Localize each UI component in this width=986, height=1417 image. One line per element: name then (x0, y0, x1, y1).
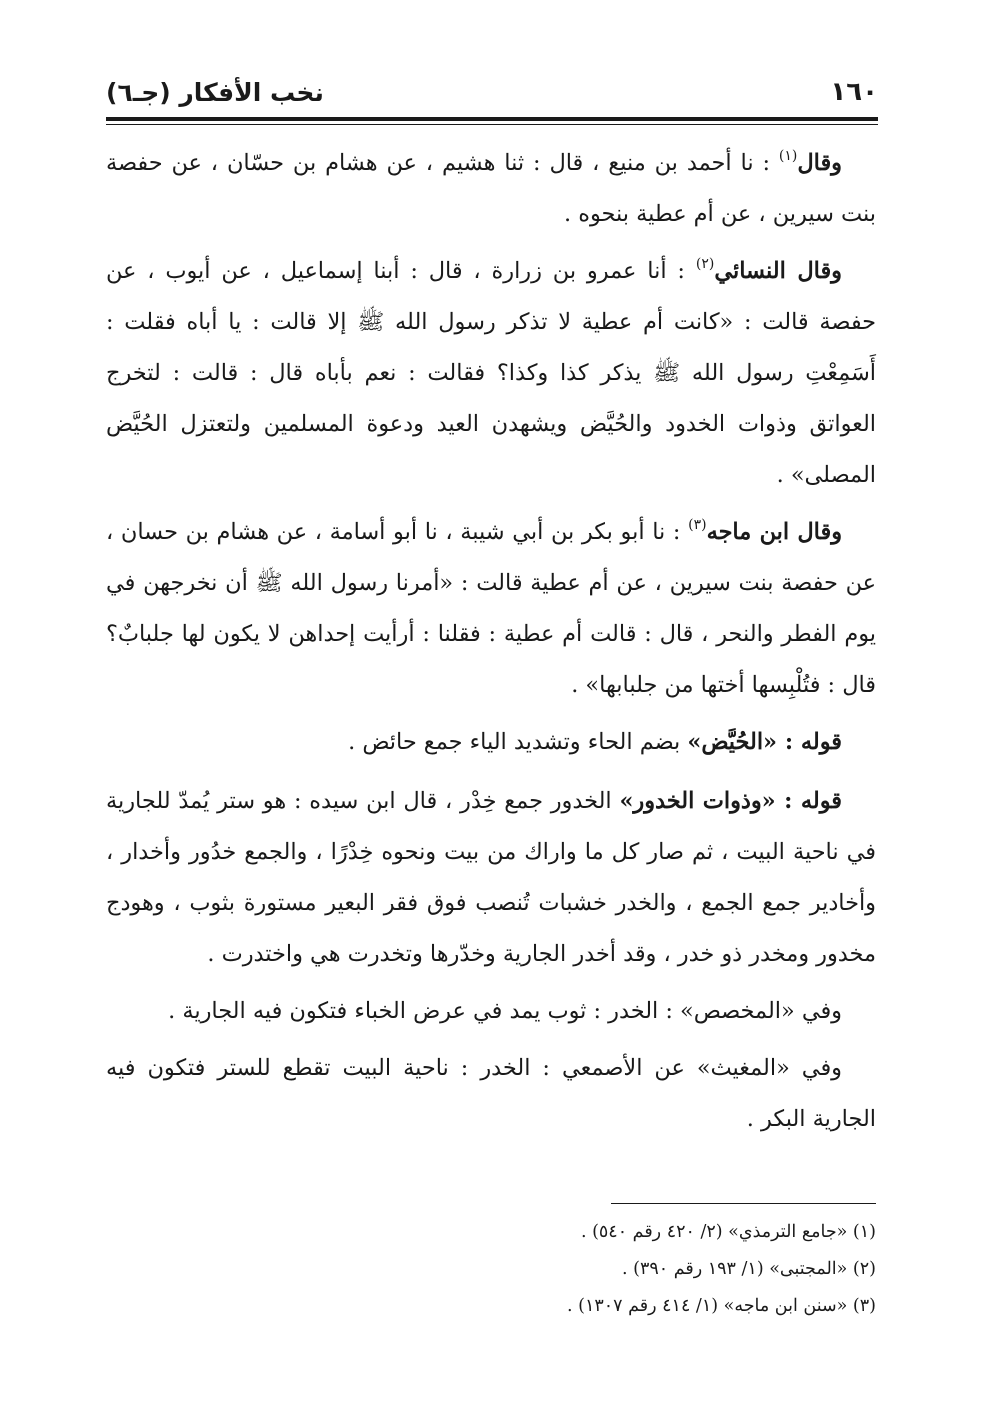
paragraph-text: وفي «المغيث» عن الأصمعي : الخدر : ناحية البيت تقطع للستر فتكون فيه الجارية البكر . (106, 1055, 876, 1132)
paragraph-nasai (106, 246, 876, 501)
paragraph-text: : نا أحمد بن منيع ، قال : ثنا هشيم ، عن هشام بن حسّان ، عن حفصة بنت سيرين ، عن أم عطية بنحوه . (106, 150, 876, 227)
paragraph-text: بضم الحاء وتشديد الياء جمع حائض . (348, 729, 681, 755)
footnote-2: (٢) «المجتبى» (١/ ١٩٣ رقم ٣٩٠) . (621, 1259, 876, 1279)
paragraph-lead: قوله : «الحُيَّض» (687, 729, 842, 755)
footnote-1: (١) «جامع الترمذي» (٢/ ٤٢٠ رقم ٥٤٠) . (580, 1222, 876, 1242)
paragraph-khudur (106, 776, 876, 980)
footnote-ref: (٢) (695, 256, 715, 272)
main-text (106, 138, 876, 1151)
page-number: ١٦٠ (830, 77, 878, 107)
paragraph-tirmidhi (106, 138, 876, 240)
paragraph-lead: وقال (797, 150, 842, 176)
paragraph-text: الخدور جمع خِدْر ، قال ابن سيده : هو ستر يُمدّ للجارية في ناحية البيت ، ثم صار كل ما واراك من بيت ونحوه خِدْرًا ، والجمع خدُور وأخدار ، وأخادير جمع الجمع ، والخدر خشبات تُنصب فوق فقر البعير مستورة بثوب ، وهودج مخدور ومخدر ذو خدر ، وقد أخدر الجارية وخدّرها وتخدرت هي واختدرت . (106, 788, 876, 967)
footnote-ref: (١) (778, 148, 798, 164)
paragraph-lead: وقال النسائي (714, 258, 842, 284)
paragraph-mukhassas (106, 986, 876, 1037)
header-rule-thick (106, 117, 878, 121)
paragraph-ibn-majah (106, 507, 876, 711)
paragraph-lead: وقال ابن ماجه (706, 519, 843, 545)
running-title: نخب الأفكار (جـ٦) (106, 77, 324, 107)
paragraph-lead: قوله : «وذوات الخدور» (619, 788, 842, 814)
paragraph-huyyad (106, 717, 876, 768)
header-rule-thin (106, 124, 878, 125)
footnote-ref: (٣) (688, 517, 707, 533)
footnotes (106, 1214, 876, 1325)
paragraph-text: : أنا عمرو بن زرارة ، قال : أبنا إسماعيل ، عن أيوب ، عن حفصة قالت : «كانت أم عطية لا تذكر رسول الله ﷺ إلا قالت : يا أباه فقلت : أَسَمِعْتِ رسول الله ﷺ يذكر كذا وكذا؟ فقالت : نعم بأباه قال : قالت : لتخرج العواتق وذوات الخدود والحُيَّض ويشهدن العيد ودعوة المسلمين ولتعتزل الحُيَّض المصلى» . (106, 258, 876, 488)
paragraph-text: وفي «المخصص» : الخدر : ثوب يمد في عرض الخباء فتكون فيه الجارية . (168, 998, 842, 1024)
footnote-separator (611, 1203, 876, 1204)
running-header (106, 72, 878, 112)
paragraph-mughith (106, 1043, 876, 1145)
paragraph-text: : نا أبو بكر بن أبي شيبة ، نا أبو أسامة ، عن هشام بن حسان ، عن حفصة بنت سيرين ، عن أم عطية قالت : «أمرنا رسول الله ﷺ أن نخرجهن في يوم الفطر والنحر ، قال : قالت أم عطية : فقلنا : أرأيت إحداهن لا يكون لها جلبابٌ؟ قال : فتُلْبِسها أختها من جلبابها» . (106, 519, 876, 698)
footnote-3: (٣) «سنن ابن ماجه» (١/ ٤١٤ رقم ١٣٠٧) . (566, 1296, 876, 1316)
